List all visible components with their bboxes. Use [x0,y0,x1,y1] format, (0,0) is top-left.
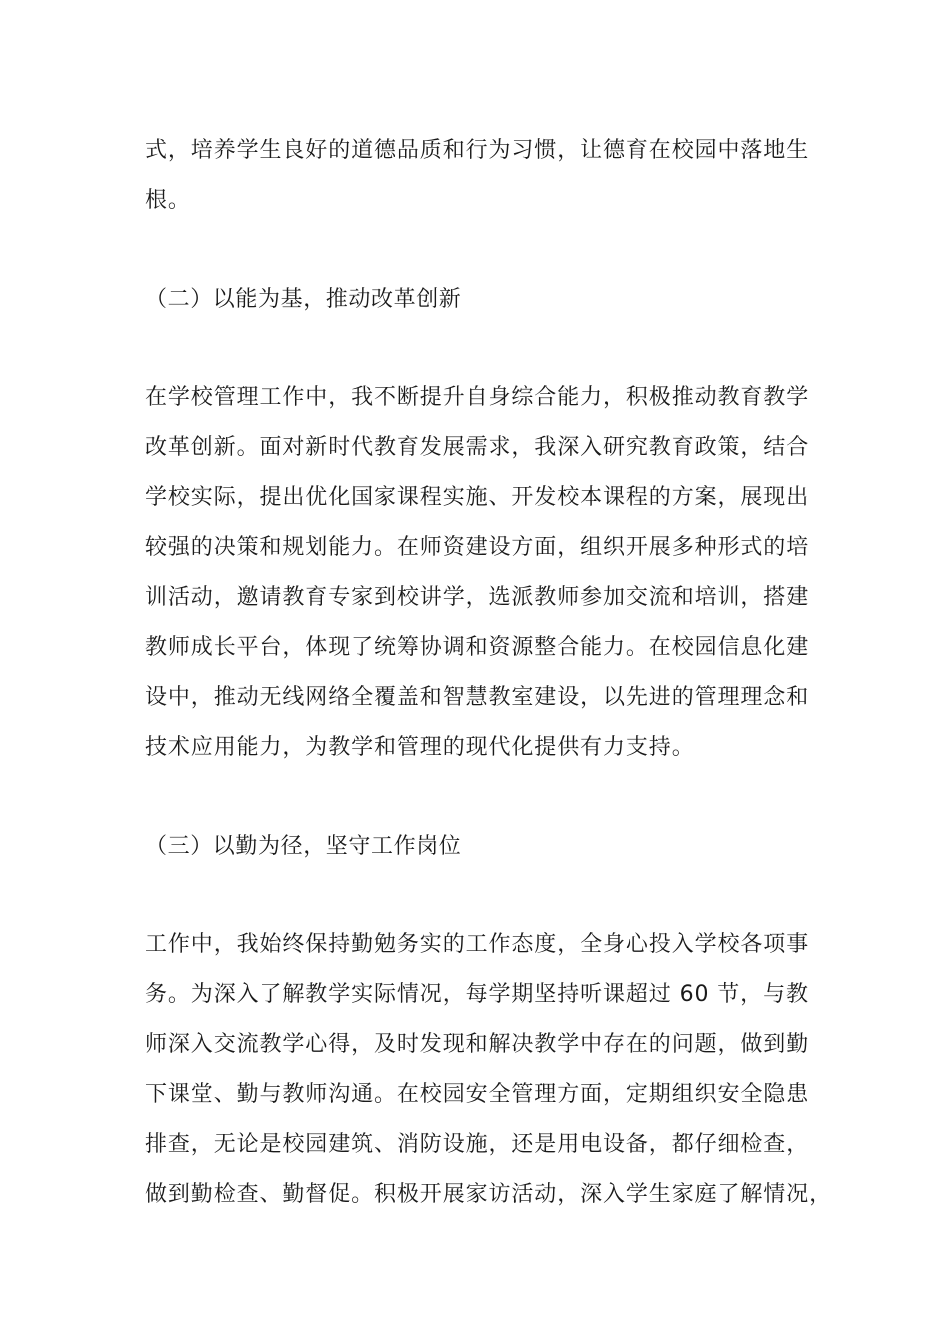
paragraph-line: 技术应用能力，为教学和管理的现代化提供有力支持。 [145,735,695,760]
section-heading-3: （三）以勤为径，坚守工作岗位 [145,834,462,859]
paragraph-line: 训活动，邀请教育专家到校讲学，选派教师参加交流和培训，搭建 [145,585,810,610]
paragraph-line: 排查，无论是校园建筑、消防设施，还是用电设备，都仔细检查， [145,1132,810,1157]
paragraph-line: 式，培养学生良好的道德品质和行为习惯，让德育在校园中落地生 [145,138,810,163]
paragraph-line: 设中，推动无线网络全覆盖和智慧教室建设，以先进的管理理念和 [145,685,810,710]
paragraph-line: 较强的决策和规划能力。在师资建设方面，组织开展多种形式的培 [145,535,810,560]
paragraph-line: 学校实际，提出优化国家课程实施、开发校本课程的方案，展现出 [145,485,810,510]
paragraph-line: 教师成长平台，体现了统筹协调和资源整合能力。在校园信息化建 [145,635,810,660]
paragraph-line: 务。为深入了解教学实际情况，每学期坚持听课超过 60 节，与教 [145,982,809,1007]
paragraph-line: 根。 [145,188,191,213]
section-heading-2: （二）以能为基，推动改革创新 [145,287,462,312]
paragraph-line: 改革创新。面对新时代教育发展需求，我深入研究教育政策，结合 [145,435,810,460]
paragraph-line: 下课堂、勤与教师沟通。在校园安全管理方面，定期组织安全隐患 [145,1082,810,1107]
paragraph-line: 在学校管理工作中，我不断提升自身综合能力，积极推动教育教学 [145,385,810,410]
paragraph-line: 工作中，我始终保持勤勉务实的工作态度，全身心投入学校各项事 [145,932,810,957]
paragraph-line: 师深入交流教学心得，及时发现和解决教学中存在的问题，做到勤 [145,1032,810,1057]
paragraph-line: 做到勤检查、勤督促。积极开展家访活动，深入学生家庭了解情况， [145,1182,833,1207]
